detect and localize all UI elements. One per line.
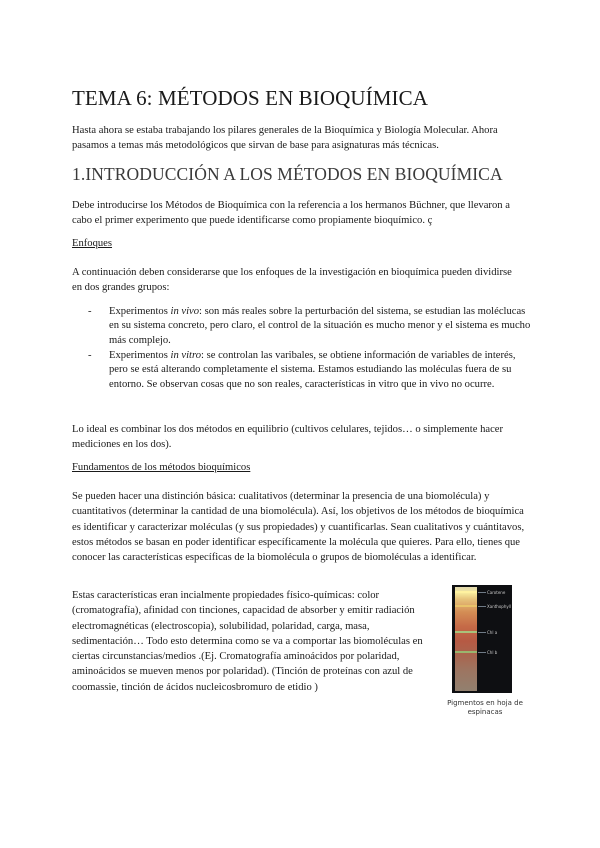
enfoques-list <box>72 305 532 392</box>
term-in-vivo: in vivo <box>170 306 200 317</box>
page-title: TEMA 6: MÉTODOS EN BIOQUÍMICA <box>72 86 429 110</box>
band-chl-b <box>455 651 477 653</box>
list-dash: - <box>88 349 92 361</box>
term-in-vitro: in vitro <box>170 349 202 361</box>
enfoques-closing-paragraph: Lo ideal es combinar los dos métodos en equilibrio (cultivos celulares, tejidos… o simplemente hacer mediciones en los dos). <box>72 424 503 451</box>
list-dash: - <box>88 306 92 317</box>
label-tick <box>478 592 486 593</box>
fundamentos-paragraph-2: Estas características eran incialmente propiedades físico-químicas: color (cromatografía), afinidad con tinciones, capacidad de absorber y emitir radiación electromagnéticas (electroscopia), solubilidad, polaridad, carga, masa, sedimentación… Todo esto determina como se va a comportar las biomoléculas en ciertas circunstancias/medios .(Ej. Cromatografía aminoácidos por polaridad, aminoácidos se mueven menos por polaridad). (Tinción de proteínas con azul de coomassie, tinción de ácidos nucleicosbromuro de etidio ) <box>72 590 423 693</box>
band-chl-a <box>455 631 477 633</box>
band-xanthophyll <box>455 605 477 607</box>
list-item-in-vivo: - Experimentos in vivo: son más reales sobre la perturbación del sistema, se estudian las moléclucas en su sistema concreto, pero claro, el control de la situación es mucho menor y el sistema es mucho más complejo. <box>88 306 531 346</box>
introduccion-paragraph: Debe introducirse los Métodos de Bioquímica con la referencia a los hermanos Büchner, que llevaron a cabo el primer experimento que puede identificarse como propiamente bioquímico. ç <box>72 200 510 227</box>
label-tick <box>478 632 486 633</box>
chromatography-figure <box>452 585 512 693</box>
subheading-enfoques: Enfoques <box>72 238 113 249</box>
figure-label-carotene: Carotene <box>487 590 506 595</box>
label-tick <box>478 652 486 653</box>
figure-label-xanthophyll: Xanthophyll <box>487 604 511 609</box>
section-heading-introduccion: 1.INTRODUCCIÓN A LOS MÉTODOS EN BIOQUÍMICA <box>72 164 503 184</box>
intro-paragraph: Hasta ahora se estaba trabajando los pilares generales de la Bioquímica y Biología Molecular. Ahora pasamos a temas más metodológicos que sirvan de base para asignaturas más técnicas. <box>72 125 498 152</box>
band-carotene <box>455 591 477 593</box>
fundamentos-paragraph: Se pueden hacer una distinción básica: cualitativos (determinar la presencia de una biomolécula) y cuantitativos (determinar la cantidad de una biomolécula). Así, los objetivos de los métodos de bioquímica es identificar y caracterizar moléculas (y sus propiedades) y cuantificarlas. Sean cualitativos y cuántitavos, estos métodos se basan en poder identificar específicamente la molécula que quieres. Para ello, tienes que conocer las características específicas de la biomolécula o grupos de biomoléculas a identificar. <box>72 491 525 564</box>
subheading-fundamentos: Fundamentos de los métodos bioquímicos <box>72 462 251 473</box>
enfoques-paragraph: A continuación deben considerarse que los enfoques de la investigación en bioquímica pueden dividirse en dos grandes grupos: <box>72 267 512 294</box>
chromatography-strip <box>455 587 477 691</box>
figure-label-chl-a: Chl a <box>487 630 498 635</box>
figure-caption: Pigmentos en hoja de espinacas <box>447 699 523 716</box>
figure-label-chl-b: Chl b <box>487 650 498 655</box>
list-item-in-vitro: - Experimentos in vitro: se controlan las varibales, se obtiene información de variables de interés, pero se está alterando completamente el sistema. Estamos estudiando las moléculas fuera de su entorno. Se observan cosas que no son reales, características in vitro que in vivo no ocurre. <box>88 349 516 390</box>
label-tick <box>478 606 486 607</box>
